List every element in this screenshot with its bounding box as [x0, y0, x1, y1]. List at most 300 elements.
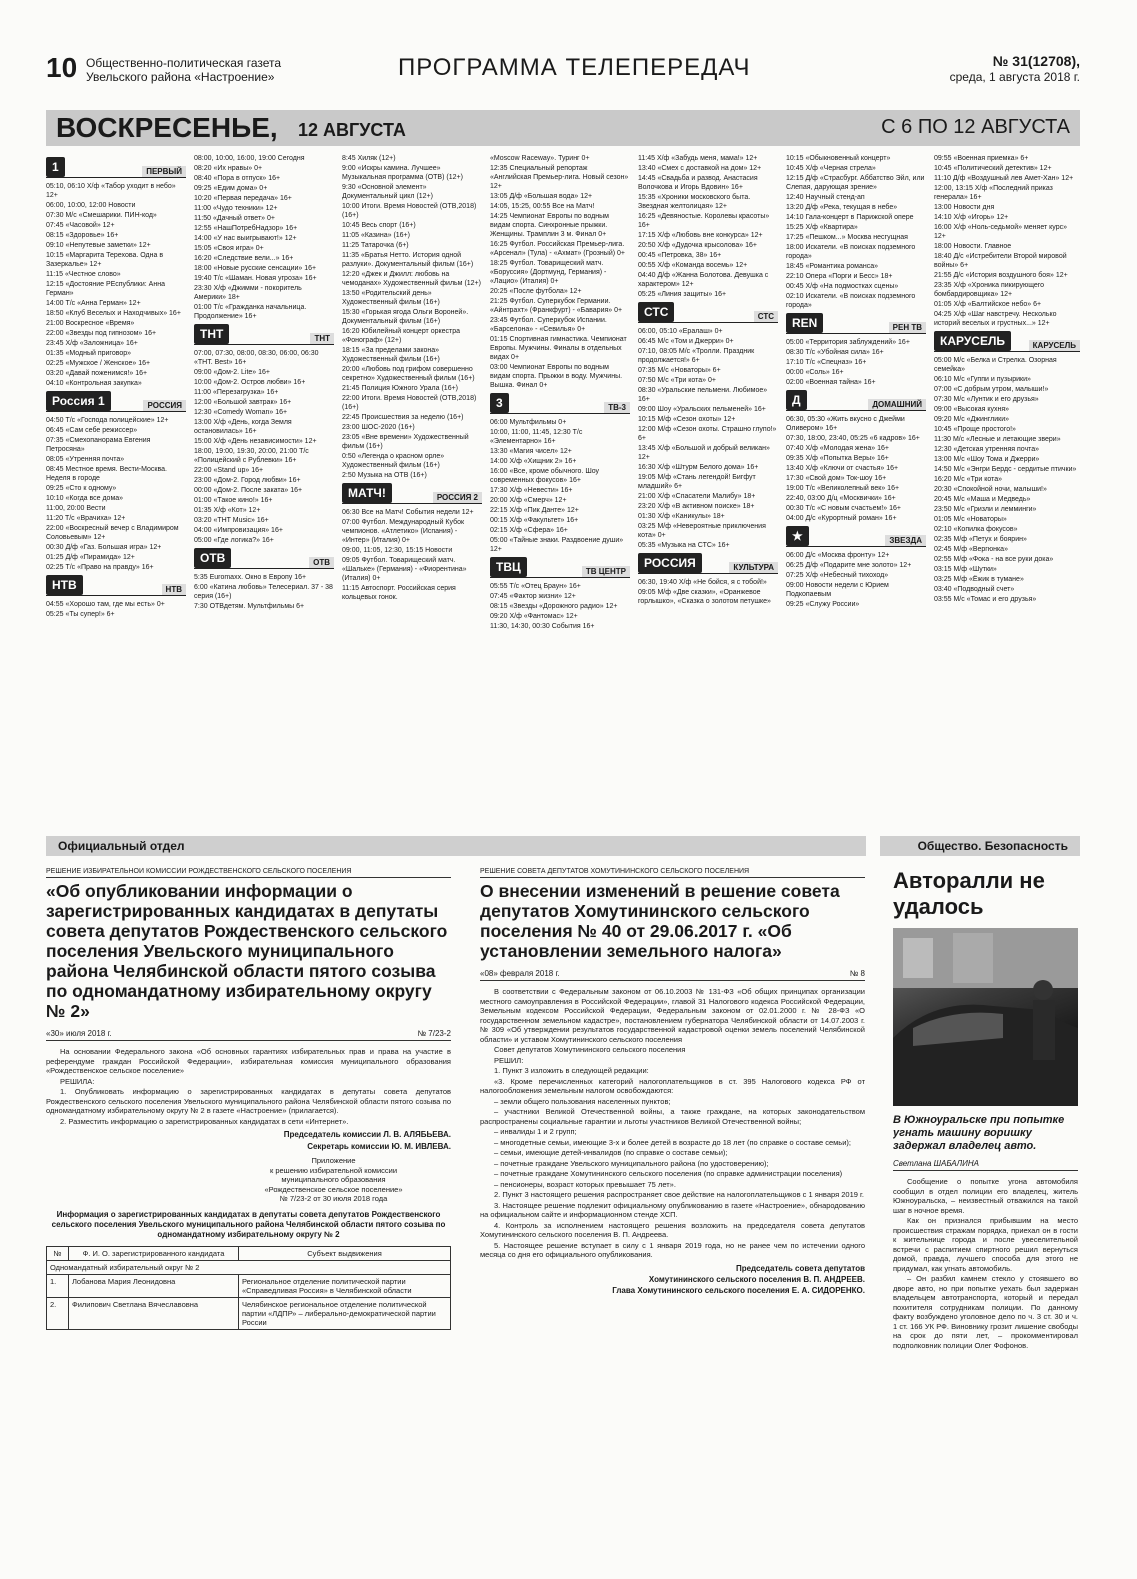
program-item: 08:20 «Их нравы» 0+ [194, 165, 263, 172]
program-list [46, 416, 186, 572]
appendix-line: № 7/23-2 от 30 июля 2018 года [279, 1194, 388, 1203]
paragraph: 4. Контроль за исполнением настоящего решения возложить на председателя совета депутатов Хомутининского сельского поселения В. П. Андреева. [480, 1220, 865, 1239]
program-item: 23:35 Х/ф «Хроника пикирующего бомбардировщика» 12+ [934, 282, 1045, 298]
program-item: 12:00, 13:15 Х/ф «Последний приказ генерала» 16+ [934, 185, 1053, 201]
channel-logo: РОССИЯ [638, 553, 702, 573]
channel-logo: НТВ [46, 575, 83, 595]
channel-header-tnt [194, 323, 334, 345]
schedule-col-5 [638, 154, 778, 814]
publisher: Общественно-политическая газета Увельского района «Настроение» [86, 56, 282, 84]
channel-header-tv3 [490, 392, 630, 414]
program-item: 10:00, 11:00, 11:45, 12:30 Т/с «Элементарно» 16+ [490, 429, 583, 445]
channel-logo: Россия 1 [46, 391, 111, 411]
program-item: 07:50 М/с «Три кота» 0+ [638, 377, 716, 384]
program-item: 08:05 «Утренняя почта» [46, 456, 125, 463]
program-item: 11:50 «Дачный ответ» 0+ [194, 215, 275, 222]
paragraph: – участники Великой Отечественной войны, а также граждане, на которых законодательством распространены социальные гарантии и льготы участников Великой Отечественной войны; [480, 1107, 865, 1126]
program-item: 20:00 «Любовь под грифом совершенно секретно» Художественный фильм (16+) [342, 366, 475, 382]
program-item: 12:00 «Большой завтрак» 16+ [194, 399, 292, 406]
article-body [893, 1177, 1078, 1350]
table-row: 1. Лобанова Мария Леонидовна Региональное отделение политической партии «Справедливая Россия» в Челябинской области [47, 1274, 451, 1297]
program-item: 03:40 «Подводный счет» [934, 586, 1015, 593]
program-item: 17:30 «Свой дом» Ток-шоу 16+ [786, 475, 887, 482]
program-item: 09:00 «Высокая кухня» [934, 406, 1010, 413]
program-item: 01:30 Х/ф «Каникулы» 18+ [638, 513, 725, 520]
program-item: 12:30 «Детская утренняя почта» [934, 446, 1040, 453]
article-title: «Об опубликовании информации о зарегистрированных кандидатах в депутаты совета депутатов Рождественского сельского поселения Увельского муниципального района Челябинской области пятого созыва по одномандатному избирательному округу № 2» [46, 881, 448, 1021]
program-item: 16:25 Футбол. Российская Премьер-лига. «Арсенал» (Тула) - «Ахмат» (Грозный) 0+ [490, 241, 625, 257]
program-item: 01:05 М/с «Новаторы» [934, 516, 1007, 523]
channel-name: РОССИЯ [143, 400, 186, 411]
program-item: 11:00, 20:00 Вести [46, 505, 106, 512]
program-item: 11:00 «Чудо техники» 12+ [194, 205, 278, 212]
program-item: 06:45 М/с «Том и Джерри» 0+ [638, 338, 734, 345]
program-item: 02:25 «Мужское / Женское» 16+ [46, 360, 151, 367]
program-item: 17:15 Х/ф «Любовь вне конкурса» 12+ [638, 232, 763, 239]
paragraph: 1. Опубликовать информацию о зарегистрированных кандидатах в депутаты совета депутатов Рождественского сельского поселения Увельского муниципального района Челябинской области пятого созыва по одномандатному избирательному округу № 2 в газете «Настроение» (прилагается). [46, 1087, 451, 1115]
page-number: 10 [46, 52, 78, 83]
program-item: 18:45 «Романтика романса» [786, 263, 878, 270]
program-list [638, 327, 778, 550]
article-car-theft [893, 868, 1078, 1528]
program-item: 15:35 «Хроники московского быта. Звездная желтолицая» 12+ [638, 194, 751, 210]
program-item: 02:25 Т/с «Право на правду» 16+ [46, 564, 154, 571]
program-item: 07:30 М/с «Лунтик и его друзья» [934, 396, 1039, 403]
program-item: 06:30, 05:30 «Жить вкусно с Джейми Оливером» 16+ [786, 416, 905, 432]
program-item: 07:35 М/с «Новаторы» 6+ [638, 367, 721, 374]
program-item: 10:45 Х/ф «Черная стрела» [786, 165, 876, 172]
article-meta [480, 969, 865, 981]
program-item: 11:15 «Честное слово» [46, 271, 121, 278]
program-list [786, 415, 926, 523]
schedule-col-3 [342, 154, 482, 814]
article-meta [46, 1029, 451, 1041]
program-item: 11:30 М/с «Лесные и летающие звери» [934, 436, 1061, 443]
program-item: 05:00 «Территория заблуждений» 16+ [786, 339, 910, 346]
program-item: 12:20 «Джек и Джилл: любовь на чемоданах» Художественный фильм (12+) [342, 271, 481, 287]
program-item: 20:30 «Спокойной ночи, малыши!» [934, 486, 1047, 493]
program-item: 05:00 М/с «Белка и Стрелка. Озорная семейка» [934, 357, 1057, 373]
paragraph: – Он разбил камнем стекло у стоявшего во дворе авто, но при попытке уехать был задержан владельцем автотранспорта, который и передал похитителя сотрудникам полиции. По данному факту возбуждено уголовное дело по ч. 3 ст. 30 и ч. 1 ст. 166 УК РФ. Виновнику грозит лишение свободы на срок до пяти лет, – прокомментировал подполковник полиции Олег Фофонов. [893, 1274, 1078, 1350]
program-item: 22:00 Итоги. Время Новостей (ОТВ,2018) (16+) [342, 395, 477, 411]
paragraph: Совет депутатов Хомутининского сельского поселения [494, 1045, 686, 1054]
program-item: 2:50 Музыка на ОТВ (16+) [342, 472, 427, 479]
program-item: 10:45 «Политический детектив» 12+ [934, 165, 1052, 172]
program-item: 09:25 «Служу России» [786, 601, 860, 608]
program-list [490, 154, 630, 390]
program-item: 06:00 Д/с «Москва фронту» 12+ [786, 552, 890, 559]
paragraph: На основании Федерального закона «Об основных гарантиях избирательных прав и права на участие в референдуме граждан Российской Федерации», избирательная комиссия муниципального образования «Рождественское сельское поселение» [46, 1047, 451, 1075]
program-item: 02:55 М/ф «Фока - на все руки дока» [934, 556, 1054, 563]
program-item: 17:25 «Пешком...» Москва несгущная [786, 234, 908, 241]
channel-header-otv [194, 547, 334, 569]
article-title: О внесении изменений в решение совета депутатов Хомутининского сельского поселения № 40 от 29.06.2017 г. «Об установлении земельного налога» [480, 881, 840, 961]
program-item: 01:00 «Такое кино!» 16+ [194, 497, 273, 504]
program-item: 02:00 «Военная тайна» 16+ [786, 379, 876, 386]
appendix-line: к решению избирательной комиссии [269, 1165, 398, 1175]
program-item: 7:30 ОТВдетям. Мультфильмы 6+ [194, 603, 305, 610]
program-item: 11:05 «Казина» (16+) [342, 232, 410, 239]
program-list [194, 154, 334, 321]
program-item: 20:45 М/с «Маша и Медведь» [934, 496, 1031, 503]
issue-info: № 31(12708), среда, 1 августа 2018 г. [949, 53, 1080, 84]
paragraph: – почетные граждане Увельского муниципального района (по удостоверению); [494, 1158, 769, 1168]
program-item: 09:10 «Непутевые заметки» 12+ [46, 242, 151, 249]
program-item: 12:15 Д/ф «Страсбург. Аббатство Эйл, или Слепая, дарующая зрение» [786, 175, 925, 191]
program-item: 23:20 Х/ф «В активном поиске» 18+ [638, 503, 755, 510]
program-item: 09:25 «Сто к одному» [46, 485, 117, 492]
program-item: 07:30, 18:00, 23:40, 05:25 «6 кадров» 16+ [786, 435, 920, 442]
program-item: 22:00 «Stand up» 16+ [194, 467, 264, 474]
program-item: 18:00 Искатели. «В поисках подземного города» [786, 244, 916, 260]
program-item: 09:20 Х/ф «Фантомас» 12+ [490, 613, 578, 620]
paragraph: – земли общего пользования населенных пунктов; [494, 1096, 671, 1106]
article-election-commission [46, 868, 451, 1528]
appendix-line: «Рождественское сельское поселение» [264, 1184, 403, 1194]
program-item: 10:15 «Маргарита Терехова. Одна в Зазеркалье» 12+ [46, 252, 164, 268]
program-item: 03:15 М/ф «Шутки» [934, 566, 997, 573]
program-item: 06:45 «Сам себе режиссер» [46, 427, 138, 434]
schedule-col-6 [786, 154, 926, 814]
article-body [480, 987, 865, 1260]
program-item: 13:45 Х/ф «Большой и добрый великан» 12+ [638, 445, 770, 461]
channel-logo: ★ [786, 526, 809, 546]
program-item: 13:00 Новости дня [934, 204, 995, 211]
program-item: 19:00 Т/с «Великолепный век» 16+ [786, 485, 900, 492]
program-item: 09:05 М/ф «Две сказки», «Оранжевое горлышко», «Сказка о золотом петушке» [638, 589, 771, 605]
program-item: 14:00 Х/ф «Хищник 2» 16+ [490, 458, 577, 465]
program-item: 11:20 Т/с «Врачиха» 12+ [46, 515, 126, 522]
program-item: 12:30 «Comedy Woman» 16+ [194, 409, 288, 416]
program-item: 17:10 Т/с «Спецназ» 16+ [786, 359, 867, 366]
program-item: 08:15 «Звезды «Дорожного радио» 12+ [490, 603, 618, 610]
program-item: 04:00 «Импровизация» 16+ [194, 527, 283, 534]
doc-date: «30» июля 2018 г. [46, 1029, 112, 1038]
program-item: 05:00 «Где логика?» 16+ [194, 537, 274, 544]
program-item: 09:00 «Дом-2. Lite» 16+ [194, 369, 270, 376]
channel-name: ПЕРВЫЙ [142, 166, 186, 177]
channel-logo: КАРУСЕЛЬ [934, 331, 1011, 351]
section-official: Официальный отдел [46, 836, 866, 856]
paragraph: 2. Пункт 3 настоящего решения распространяет свое действие на налогоплательщиков с 1 января 2019 г. [494, 1190, 864, 1199]
program-item: 05:25 «Ты супер!» 6+ [46, 611, 115, 618]
program-item: 06:00, 05:10 «Ералаш» 0+ [638, 328, 723, 335]
candidates-table [46, 1246, 451, 1330]
program-item: 15:00 Х/ф «День независимости» 12+ [194, 438, 317, 445]
info-title: Информация о зарегистрированных кандидатах в депутаты совета депутатов Рождественского сельского поселения Увельского муниципального района Челябинской области пятого созыва по одномандатному избирательному округу № 2 [51, 1209, 446, 1239]
program-item: 14:45 «Свадьба и развод. Анастасия Волочкова и Игорь Вдовин» 16+ [638, 175, 758, 191]
program-item: 11:45 Х/ф «Забудь меня, мама!» 12+ [638, 155, 758, 162]
program-item: 5:35 Euromaxx. Окно в Европу 16+ [194, 574, 307, 581]
article-lead: В Южноуральске при попытке угнать машину воришку задержал владелец авто. [893, 1114, 1065, 1152]
table-district: Одномандатный избирательный округ № 2 [47, 1260, 451, 1274]
program-item: 21:00 Воскресное «Время» [46, 320, 135, 327]
program-item: 06:00, 10:00, 12:00 Новости [46, 202, 136, 209]
program-item: 12:35 Специальный репортаж «Английская Премьер-лига. Новый сезон» 12+ [490, 165, 629, 190]
program-item: 00:15 Х/ф «Факультет» 16+ [490, 517, 579, 524]
program-item: 19:05 М/ф «Стань легендой! Бигфут младший» 6+ [638, 474, 756, 490]
program-item: 04:00 Д/с «Курортный роман» 16+ [786, 515, 897, 522]
signature: Глава Хомутининского сельского поселения Е. А. СИДОРЕНКО. [612, 1285, 865, 1295]
program-item: 00:30 Т/с «С новым счастьем!» 16+ [786, 505, 901, 512]
program-item: 13:40 Х/ф «Ключи от счастья» 16+ [786, 465, 899, 472]
paragraph: – пенсионеры, возраст которых превышает 75 лет». [494, 1179, 676, 1189]
program-list [342, 154, 482, 480]
program-item: 16:30 Х/ф «Штурм Белого дома» 16+ [638, 464, 759, 471]
article-kicker: РЕШЕНИЕ СОВЕТА ДЕПУТАТОВ ХОМУТИНИНСКОГО СЕЛЬСКОГО ПОСЕЛЕНИЯ [480, 868, 865, 878]
program-item: 14:25 Чемпионат Европы по водным видам спорта. Синхронные прыжки. Женщины. Трамплин 3 м. Финал 0+ [490, 213, 609, 238]
program-item: 15:05 «Своя игра» 0+ [194, 245, 264, 252]
program-item: 07:35 «Смехопанорама Евгения Петросяна» [46, 437, 151, 453]
program-item: 10:10 «Когда все дома» [46, 495, 124, 502]
program-item: 9:00 «Искры камина. Лучшее» Музыкальная программа (ОТВ) (12+) [342, 165, 463, 181]
program-item: 06:30 Все на Матч! События недели 12+ [342, 509, 474, 516]
channel-name: ЗВЕЗДА [885, 535, 926, 546]
appendix-note [216, 1156, 451, 1204]
program-item: 04:40 Д/ф «Жанна Болотова. Девушка с характером» 12+ [638, 272, 769, 288]
program-item: 00:00 «Дом-2. После заката» 16+ [194, 487, 303, 494]
program-list [638, 578, 778, 606]
program-item: 05:55 Т/с «Отец Браун» 16+ [490, 583, 581, 590]
program-item: 09:00, 11:05, 12:30, 15:15 Новости [342, 547, 453, 554]
program-item: 04:50 Т/с «Господа полицейские» 12+ [46, 417, 169, 424]
program-item: 03:20 «THT Music» 16+ [194, 517, 269, 524]
table-row: 2. Филипович Светлана Вячеславовна Челябинское региональное отделение политической партии «ЛДПР» – либерально-демократической партии России [47, 1297, 451, 1329]
program-item: 13:50 «Родительский день» Художественный фильм (16+) [342, 290, 440, 306]
program-item: 19:40 Т/с «Шаман. Новая угроза» 16+ [194, 275, 317, 282]
paragraph: – инвалиды 1 и 2 групп; [494, 1127, 577, 1136]
article-title: Авторалли не удалось [893, 868, 1045, 919]
channel-header-pervy [46, 156, 186, 178]
paragraph: 1. Пункт 3 изложить в следующей редакции: [494, 1066, 649, 1075]
program-item: 07:10, 08:05 М/с «Тролли. Праздник продолжается!» 6+ [638, 348, 755, 364]
program-item: 03:55 М/с «Томас и его друзья» [934, 596, 1037, 603]
schedule-col-4 [490, 154, 630, 814]
program-item: 09:35 Х/ф «Попытка Веры» 16+ [786, 455, 889, 462]
program-item: 02:10 «Копилка фокусов» [934, 526, 1018, 533]
program-item: 06:10 М/с «Гуппи и пузырики» [934, 376, 1031, 383]
table-header: Субъект выдвижения [239, 1246, 451, 1260]
paragraph: – почетные граждане Хомутининского сельского поселения (по справке администрации поселения) [494, 1169, 843, 1178]
channel-header-rossiya [46, 390, 186, 412]
tv-schedule [46, 154, 1080, 814]
page-header [46, 52, 1080, 92]
program-item: 21:25 Футбол. Суперкубок Германии. «Айнтрахт» (Франкфурт) - «Бавария» 0+ [490, 298, 623, 314]
program-item: 09:25 «Едим дома» 0+ [194, 185, 268, 192]
program-item: 22:00 «Звезды под гипнозом» 16+ [46, 330, 157, 337]
program-item: 21:00 Х/ф «Спасатели Малибу» 18+ [638, 493, 756, 500]
program-item: 15:25 Х/ф «Квартира» [786, 224, 858, 231]
program-item: 07:45 «Часовой» 12+ [46, 222, 115, 229]
paragraph: «3. Кроме перечисленных категорий налогоплательщиков в ст. 395 Налогового кодекса РФ от налогообложения земельным налогом освобождаются: [480, 1076, 865, 1095]
channel-logo: ТНТ [194, 324, 229, 344]
channel-logo: ОТВ [194, 548, 231, 568]
program-item: 06:25 Д/ф «Подарите мне золото» 12+ [786, 562, 912, 569]
program-list [194, 573, 334, 611]
channel-name: КУЛЬТУРА [729, 562, 778, 573]
channel-name: ТВ-3 [604, 402, 630, 413]
paragraph: Как он признался прибывшим на место происшествия стражам порядка, приехал он в гости к жительнице города и после увеселительной встречи с распитием спиртного решил вернуться домой, правда, лучшего способа для этого не придумал, как угнать автомобиль. [893, 1216, 1078, 1273]
program-item: 23:50 М/с «Гризли и лемминги» [934, 506, 1037, 513]
program-item: 12:00 М/ф «Сезон охоты. Страшно глупо!» 6+ [638, 426, 777, 442]
article-kicker: РЕШЕНИЕ ИЗБИРАТЕЛЬНОЙ КОМИССИИ РОЖДЕСТВЕНСКОГО СЕЛЬСКОГО ПОСЕЛЕНИЯ [46, 868, 451, 878]
channel-header-zvezda [786, 525, 926, 547]
program-item: 23:45 Х/ф «Заложница» 16+ [46, 340, 138, 347]
program-item: 12:15 «Достояние РЕспублики: Анна Герман» [46, 281, 165, 297]
car-photo [893, 928, 1078, 1106]
program-item: 08:00, 10:00, 16:00, 19:00 Сегодня [194, 155, 305, 162]
program-item: 6:00 «Катина любовь» Телесериал. 37 - 38 серия (16+) [194, 584, 333, 600]
program-item: 10:15 «Обыкновенный концерт» [786, 155, 891, 162]
paragraph: РЕШИЛА: [60, 1076, 95, 1086]
program-item: 14:05, 15:25, 00:55 Все на Матч! [490, 203, 595, 210]
program-item: «Moscow Raceway». Туринг 0+ [490, 155, 590, 162]
article-author: Светлана ШАБАЛИНА [893, 1159, 1078, 1171]
program-item: 11:25 Татарочка (6+) [342, 242, 409, 249]
program-item: 21:45 Полиция Южного Урала (16+) [342, 385, 459, 392]
program-item: 20:50 Х/ф «Дудочка крысолова» 16+ [638, 242, 757, 249]
program-item: 16:00 Х/ф «Ноль-седьмой» меняет курс» 12+ [934, 224, 1067, 240]
program-item: 23:05 «Вне времени» Художественный фильм (16+) [342, 434, 469, 450]
channel-logo: Д [786, 390, 807, 410]
program-item: 07:30 М/с «Смешарики. ПИН-код» [46, 212, 157, 219]
program-item: 15:30 «Горькая ягода Ольги Вороней». Документальный фильм (16+) [342, 309, 469, 325]
program-list [786, 338, 926, 387]
program-item: 07:25 Х/ф «Небесный тихоход» [786, 572, 889, 579]
program-item: 01:05 Х/ф «Балтийское небо» 6+ [934, 301, 1042, 308]
program-item: 07:00, 07:30, 08:00, 08:30, 06:00, 06:30 «ТНТ. Best» 16+ [194, 350, 319, 366]
program-item: 18:00 «Новые русские сенсации» 16+ [194, 265, 317, 272]
paragraph: 3. Настоящее решение подлежит официальному опубликованию в газете «Настроение», обнародованию на официальном сайте и информационном стенде ХСП. [480, 1200, 865, 1219]
program-item: 12:55 «НашПотребНадзор» 16+ [194, 225, 298, 232]
program-item: 01:35 Х/ф «Кот» 12+ [194, 507, 261, 514]
program-item: 05:00 «Тайные знаки. Раздвоение души» 12+ [490, 537, 624, 553]
program-item: 13:20 Д/ф «Река, текущая в небе» [786, 204, 898, 211]
program-list [46, 182, 186, 388]
channel-logo: REN [786, 313, 823, 333]
program-item: 14:10 Гала-концерт в Парижской опере [786, 214, 914, 221]
program-item: 05:35 «Музыка на СТС» 16+ [638, 542, 730, 549]
schedule-col-1 [46, 154, 186, 814]
program-item: 01:25 Д/ф «Пирамида» 12+ [46, 554, 135, 561]
paragraph: – семьи, имеющие детей-инвалидов (по справке о составе семьи); [494, 1148, 728, 1157]
program-item: 18:00, 19:00, 19:30, 20:00, 21:00 Т/с «Полицейский с Рублевки» 16+ [194, 448, 309, 464]
program-item: 14:10 Х/ф «Игорь» 12+ [934, 214, 1009, 221]
program-item: 07:00 «С добрым утром, малыши!» [934, 386, 1049, 393]
channel-name: СТС [754, 311, 778, 322]
program-item: 13:00 М/с «Шоу Тома и Джерри» [934, 456, 1040, 463]
program-item: 10:00 «Дом-2. Остров любви» 16+ [194, 379, 306, 386]
program-item: 06:00 Мультфильмы 0+ [490, 419, 567, 426]
section-title: ПРОГРАММА ТЕЛЕПЕРЕДАЧ [398, 54, 751, 81]
program-item: 08:30 «Уральские пельмени. Любимое» 16+ [638, 387, 768, 403]
program-item: 03:20 «Давай поженимся!» 16+ [46, 370, 148, 377]
program-item: 16:20 «Следствие вели...» 16+ [194, 255, 294, 262]
week-range: С 6 ПО 12 АВГУСТА [881, 116, 1070, 138]
program-item: 01:00 Т/с «Гражданка начальница. Продолжение» 16+ [194, 304, 307, 320]
program-list [638, 154, 778, 299]
program-item: 13:05 Д/ф «Большая вода» 12+ [490, 193, 593, 200]
program-item: 12:40 Научный стенд-ап [786, 194, 865, 201]
program-item: 10:20 «Первая передача» 16+ [194, 195, 292, 202]
program-item: 23:30 Х/ф «Джимми - покоритель Америки» 18+ [194, 285, 302, 301]
channel-name: РЕН ТВ [889, 322, 926, 333]
schedule-col-7 [934, 154, 1080, 814]
program-item: 06:30, 19:40 Х/ф «Не бойся, я с тобой!» [638, 579, 767, 586]
car-illustration [893, 928, 1078, 1106]
program-item: 07:40 Х/ф «Молодая жена» 16+ [786, 445, 889, 452]
program-list [194, 349, 334, 545]
program-item: 22:00 «Воскресный вечер с Владимиром Соловьевым» 12+ [46, 525, 179, 541]
program-item: 11:00 «Перезагрузка» 16+ [194, 389, 279, 396]
channel-name: НТВ [162, 584, 186, 595]
program-item: 09:55 «Военная приемка» 6+ [934, 155, 1029, 162]
channel-name: ОТВ [309, 557, 334, 568]
day-date: 12 АВГУСТА [298, 120, 406, 140]
program-item: 00:45 «Петровка, 38» 16+ [638, 252, 722, 259]
program-item: 09:00 Шоу «Уральских пельменей» 16+ [638, 406, 766, 413]
signature: Секретарь комиссии Ю. М. ИВЛЕВА. [307, 1142, 451, 1151]
program-item: 0:50 «Легенда о красном орле» Художественный фильм (16+) [342, 453, 445, 469]
program-item: 04:25 Х/ф «Шаг навстречу. Несколько историй веселых и грустных...» 12+ [934, 311, 1057, 327]
program-item: 22:15 Х/ф «Пик Данте» 12+ [490, 507, 579, 514]
program-item: 16:25 «Девяностые. Королевы красоты» 16+ [638, 213, 770, 229]
program-item: 11:10 Д/ф «Воздушный лев Амет-Хан» 12+ [934, 175, 1074, 182]
program-item: 00:00 «Соль» 16+ [786, 369, 844, 376]
program-item: 10:45 Весь спорт (16+) [342, 222, 416, 229]
channel-header-tvc [490, 556, 630, 578]
channel-name: КАРУСЕЛЬ [1029, 340, 1080, 351]
signature: Председатель совета депутатов [735, 1263, 865, 1273]
program-list [934, 154, 1080, 328]
program-item: 07:00 Футбол. Международный Кубок чемпионов. «Атлетико» (Испания) - «Интер» (Италия) 0+ [342, 519, 465, 544]
program-item: 08:15 «Здоровье» 16+ [46, 232, 119, 239]
program-item: 10:00 Итоги. Время Новостей (ОТВ,2018) (16+) [342, 203, 477, 219]
program-item: 22:40, 03:00 Д/ц «Москвички» 16+ [786, 495, 896, 502]
program-list [934, 356, 1080, 604]
program-item: 09:00 Новости недели с Юрием Подкопаевым [786, 582, 889, 598]
program-item: 08:40 «Пора в отпуск» 16+ [194, 175, 281, 182]
channel-logo: 3 [490, 393, 509, 413]
program-item: 20:00 Х/ф «Смерч» 12+ [490, 497, 567, 504]
paragraph: 2. Разместить информацию о зарегистрированных кандидатах в сети «Интернет». [60, 1116, 349, 1126]
program-item: 11:35 «Братья Нетто. История одной разлуки». Документальный фильм (16+) [342, 252, 474, 268]
program-item: 02:15 Х/ф «Сфера» 16+ [490, 527, 568, 534]
program-item: 21:55 Д/с «История воздушного боя» 12+ [934, 272, 1068, 279]
program-item: 8:45 Хиляк (12+) [342, 155, 396, 162]
channel-header-rentv [786, 312, 926, 334]
program-item: 03:25 М/ф «Ёжик в тумане» [934, 576, 1024, 583]
program-item: 01:35 «Модный приговор» [46, 350, 132, 357]
program-item: 16:20 Юбилейный концерт оркестра «Фонограф» (12+) [342, 328, 461, 344]
program-item: 17:30 Х/ф «Невести» 16+ [490, 487, 573, 494]
section-society: Общество. Безопасность [880, 836, 1080, 856]
channel-header-match [342, 482, 482, 504]
program-item: 07:45 «Фактор жизни» 12+ [490, 593, 576, 600]
program-list [786, 154, 926, 310]
channel-header-sts [638, 301, 778, 323]
program-item: 01:15 Спортивная гимнастика. Чемпионат Европы. Мужчины. Финалы в отдельных видах 0+ [490, 336, 627, 361]
program-item: 13:40 «Смех с доставкой на дом» 12+ [638, 165, 762, 172]
doc-number: № 8 [849, 969, 865, 978]
program-item: 18:15 «За пределами закона» Художественный фильм (16+) [342, 347, 440, 363]
article-land-tax [480, 868, 865, 1528]
program-item: 09:05 Футбол. Товарищеский матч. «Шальке» (Германия) - «Фиорентина» (Италия) 0+ [342, 557, 467, 582]
channel-header-karusel [934, 330, 1080, 352]
program-item: 18:00 Новости. Главное [934, 243, 1012, 250]
channel-header-kultura [638, 552, 778, 574]
channel-name: РОССИЯ 2 [433, 492, 482, 503]
